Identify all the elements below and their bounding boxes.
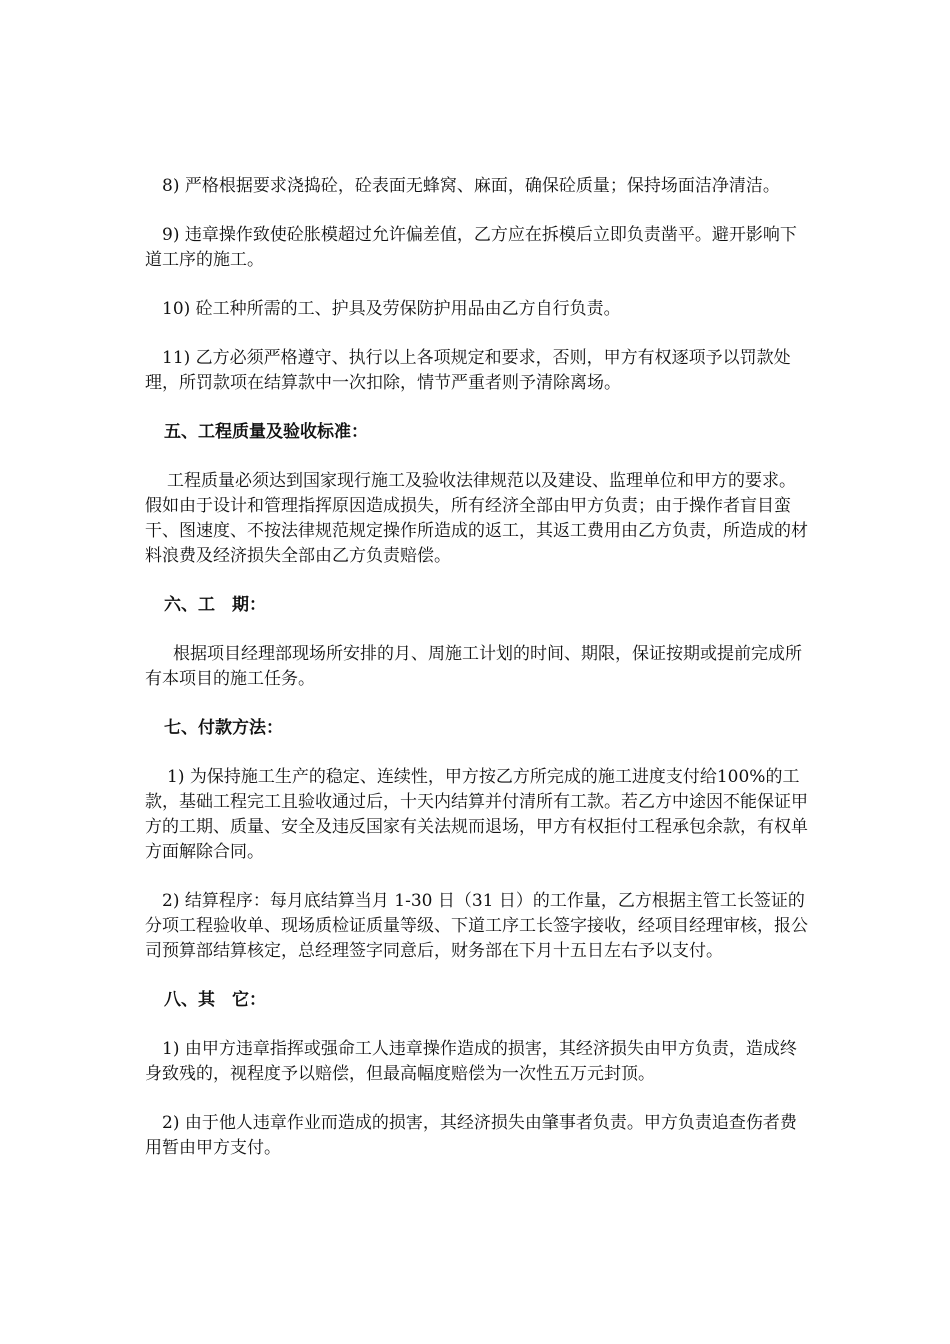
payment-item-2: 2) 结算程序：每月底结算当月 1-30 日（31 日）的工作量，乙方根据主管工长签证的分项工程验收单、现场质检证质量等级、下道工序工长签字接收，经项目经理审核，报公司预算部结算核定，总经理签字同意后，财务部在下月十五日左右予以支付。	[145, 891, 808, 961]
paragraph-item-10: 10) 砼工种所需的工、护具及劳保防护用品由乙方自行负责。	[162, 299, 621, 319]
paragraph-item-8: 8) 严格根据要求浇捣砼，砼表面无蜂窝、麻面，确保砼质量；保持场面洁净清洁。	[162, 176, 780, 196]
other-item-2: 2) 由于他人违章作业而造成的损害，其经济损失由肇事者负责。甲方负责追查伤者费用暂由甲方支付。	[145, 1113, 797, 1158]
section-heading-quality: 五、工程质量及验收标准：	[164, 422, 368, 442]
section-body-schedule: 根据项目经理部现场所安排的月、周施工计划的时间、期限，保证按期或提前完成所有本项目的施工任务。	[145, 644, 802, 689]
section-heading-payment: 七、付款方法：	[164, 718, 283, 738]
section-body-quality: 工程质量必须达到国家现行施工及验收法律规范以及建设、监理单位和甲方的要求。假如由于设计和管理指挥原因造成损失，所有经济全部由甲方负责；由于操作者盲目蛮干、图速度、不按法律规范规定操作所造成的返工，其返工费用由乙方负责，所造成的材料浪费及经济损失全部由乙方负责赔偿。	[145, 471, 808, 566]
paragraph-item-11: 11) 乙方必须严格遵守、执行以上各项规定和要求，否则，甲方有权逐项予以罚款处理，所罚款项在结算款中一次扣除，情节严重者则予清除离场。	[145, 348, 791, 393]
paragraph-item-9: 9) 违章操作致使砼胀模超过允许偏差值，乙方应在拆模后立即负责凿平。避开影响下道工序的施工。	[145, 225, 797, 270]
section-heading-other: 八、其 它：	[164, 990, 266, 1010]
document-body	[145, 174, 810, 1185]
other-item-1: 1) 由甲方违章指挥或强命工人违章操作造成的损害，其经济损失由甲方负责，造成终身致残的，视程度予以赔偿，但最高幅度赔偿为一次性五万元封顶。	[145, 1039, 797, 1084]
section-heading-schedule: 六、工 期：	[164, 595, 266, 615]
payment-item-1: 1) 为保持施工生产的稳定、连续性，甲方按乙方所完成的施工进度支付给100%的工款，基础工程完工且验收通过后，十天内结算并付清所有工款。若乙方中途因不能保证甲方的工期、质量、安全及违反国家有关法规而退场，甲方有权拒付工程承包余款，有权单方面解除合同。	[145, 767, 808, 862]
